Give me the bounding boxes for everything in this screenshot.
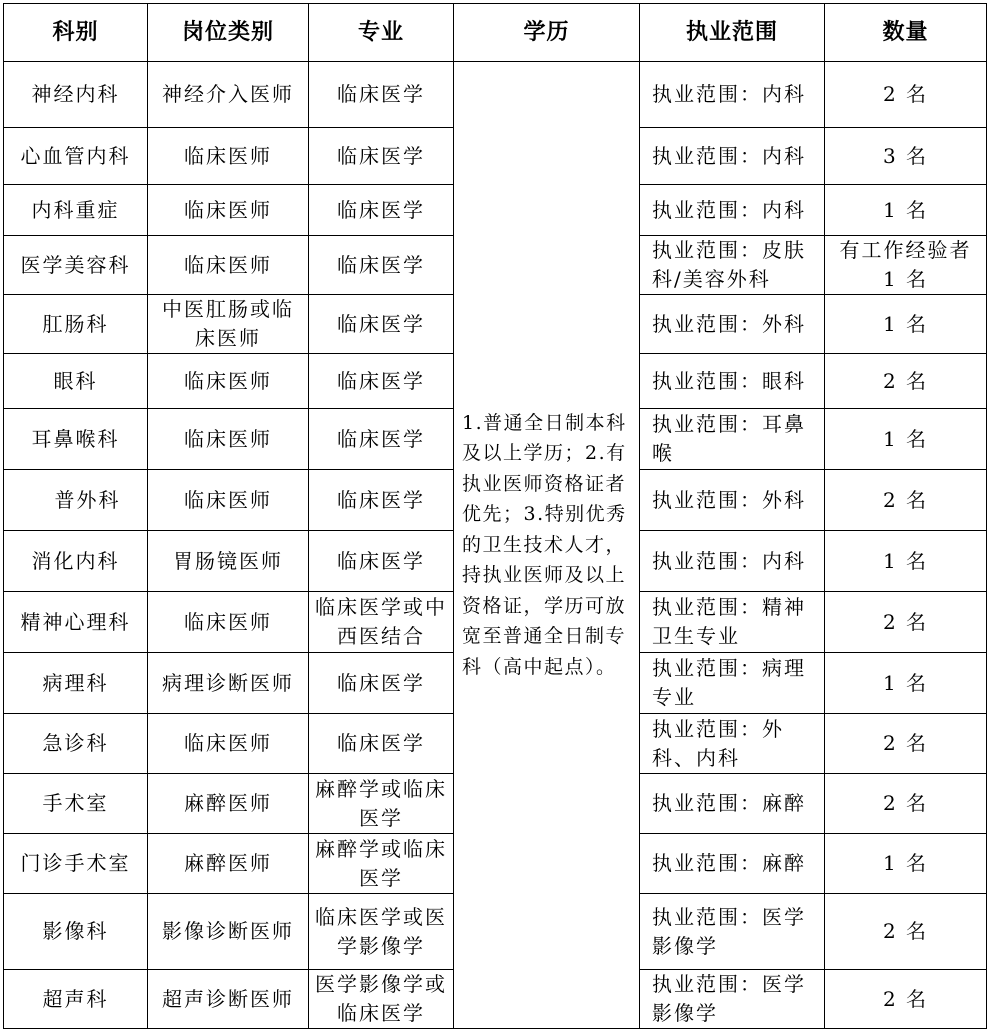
position-cell: 临床医师 bbox=[148, 409, 309, 470]
dept-cell: 肛肠科 bbox=[4, 295, 148, 354]
position-cell: 临床医师 bbox=[148, 470, 309, 531]
position-cell: 神经介入医师 bbox=[148, 62, 309, 128]
scope-cell: 执业范围：精神卫生专业 bbox=[640, 592, 825, 653]
dept-cell: 耳鼻喉科 bbox=[4, 409, 148, 470]
education-requirement-cell: 1.普通全日制本科及以上学历；2.有执业医师资格证者优先；3.特别优秀的卫生技术人才，持执业医师及以上资格证，学历可放宽至普通全日制专科（高中起点）。 bbox=[454, 62, 640, 1029]
dept-cell: 普外科 bbox=[4, 470, 148, 531]
major-cell: 临床医学 bbox=[309, 295, 454, 354]
scope-cell: 执业范围：麻醉 bbox=[640, 834, 825, 894]
dept-cell: 门诊手术室 bbox=[4, 834, 148, 894]
recruitment-table bbox=[3, 3, 987, 1029]
major-cell: 医学影像学或临床医学 bbox=[309, 970, 454, 1029]
scope-cell: 执业范围：内科 bbox=[640, 128, 825, 185]
header-major: 专业 bbox=[309, 4, 454, 62]
header-education: 学历 bbox=[454, 4, 640, 62]
major-cell: 临床医学 bbox=[309, 714, 454, 774]
scope-cell: 执业范围：外科、内科 bbox=[640, 714, 825, 774]
count-cell: 2 名 bbox=[825, 894, 987, 970]
scope-cell: 执业范围：眼科 bbox=[640, 354, 825, 409]
position-cell: 影像诊断医师 bbox=[148, 894, 309, 970]
dept-cell: 心血管内科 bbox=[4, 128, 148, 185]
major-cell: 临床医学 bbox=[309, 185, 454, 236]
scope-cell: 执业范围：内科 bbox=[640, 185, 825, 236]
count-cell: 2 名 bbox=[825, 62, 987, 128]
count-cell: 3 名 bbox=[825, 128, 987, 185]
scope-cell: 执业范围：医学影像学 bbox=[640, 894, 825, 970]
position-cell: 临床医师 bbox=[148, 236, 309, 295]
count-cell: 1 名 bbox=[825, 185, 987, 236]
dept-cell: 手术室 bbox=[4, 774, 148, 834]
major-cell: 临床医学或医学影像学 bbox=[309, 894, 454, 970]
count-cell: 2 名 bbox=[825, 470, 987, 531]
dept-cell: 内科重症 bbox=[4, 185, 148, 236]
position-cell: 临床医师 bbox=[148, 128, 309, 185]
major-cell: 临床医学 bbox=[309, 653, 454, 714]
major-cell: 临床医学 bbox=[309, 128, 454, 185]
scope-cell: 执业范围：麻醉 bbox=[640, 774, 825, 834]
position-cell: 超声诊断医师 bbox=[148, 970, 309, 1029]
major-cell: 临床医学 bbox=[309, 409, 454, 470]
header-department: 科别 bbox=[4, 4, 148, 62]
table-row bbox=[4, 62, 987, 128]
dept-cell: 超声科 bbox=[4, 970, 148, 1029]
count-cell: 1 名 bbox=[825, 834, 987, 894]
count-cell: 1 名 bbox=[825, 653, 987, 714]
dept-cell: 眼科 bbox=[4, 354, 148, 409]
scope-cell: 执业范围：内科 bbox=[640, 62, 825, 128]
scope-cell: 执业范围：外科 bbox=[640, 470, 825, 531]
scope-cell: 执业范围：内科 bbox=[640, 531, 825, 592]
major-cell: 临床医学 bbox=[309, 62, 454, 128]
position-cell: 临床医师 bbox=[148, 185, 309, 236]
count-cell: 2 名 bbox=[825, 592, 987, 653]
count-cell: 2 名 bbox=[825, 354, 987, 409]
position-cell: 麻醉医师 bbox=[148, 834, 309, 894]
position-cell: 中医肛肠或临床医师 bbox=[148, 295, 309, 354]
scope-cell: 执业范围：病理专业 bbox=[640, 653, 825, 714]
scope-cell: 执业范围：医学影像学 bbox=[640, 970, 825, 1029]
header-practice-scope: 执业范围 bbox=[640, 4, 825, 62]
dept-cell: 神经内科 bbox=[4, 62, 148, 128]
major-cell: 麻醉学或临床医学 bbox=[309, 834, 454, 894]
major-cell: 临床医学 bbox=[309, 470, 454, 531]
dept-cell: 病理科 bbox=[4, 653, 148, 714]
position-cell: 临床医师 bbox=[148, 714, 309, 774]
count-cell: 1 名 bbox=[825, 295, 987, 354]
dept-cell: 医学美容科 bbox=[4, 236, 148, 295]
position-cell: 临床医师 bbox=[148, 354, 309, 409]
position-cell: 麻醉医师 bbox=[148, 774, 309, 834]
header-row bbox=[4, 4, 987, 62]
major-cell: 麻醉学或临床医学 bbox=[309, 774, 454, 834]
dept-cell: 精神心理科 bbox=[4, 592, 148, 653]
major-cell: 临床医学或中西医结合 bbox=[309, 592, 454, 653]
dept-cell: 消化内科 bbox=[4, 531, 148, 592]
count-cell: 有工作经验者 1 名 bbox=[825, 236, 987, 295]
position-cell: 病理诊断医师 bbox=[148, 653, 309, 714]
position-cell: 胃肠镜医师 bbox=[148, 531, 309, 592]
major-cell: 临床医学 bbox=[309, 354, 454, 409]
count-cell: 1 名 bbox=[825, 409, 987, 470]
dept-cell: 影像科 bbox=[4, 894, 148, 970]
major-cell: 临床医学 bbox=[309, 236, 454, 295]
count-cell: 2 名 bbox=[825, 970, 987, 1029]
position-cell: 临床医师 bbox=[148, 592, 309, 653]
header-position: 岗位类别 bbox=[148, 4, 309, 62]
scope-cell: 执业范围：耳鼻喉 bbox=[640, 409, 825, 470]
scope-cell: 执业范围：皮肤科/美容外科 bbox=[640, 236, 825, 295]
dept-cell: 急诊科 bbox=[4, 714, 148, 774]
header-count: 数量 bbox=[825, 4, 987, 62]
scope-cell: 执业范围：外科 bbox=[640, 295, 825, 354]
count-cell: 1 名 bbox=[825, 531, 987, 592]
count-cell: 2 名 bbox=[825, 774, 987, 834]
major-cell: 临床医学 bbox=[309, 531, 454, 592]
count-cell: 2 名 bbox=[825, 714, 987, 774]
